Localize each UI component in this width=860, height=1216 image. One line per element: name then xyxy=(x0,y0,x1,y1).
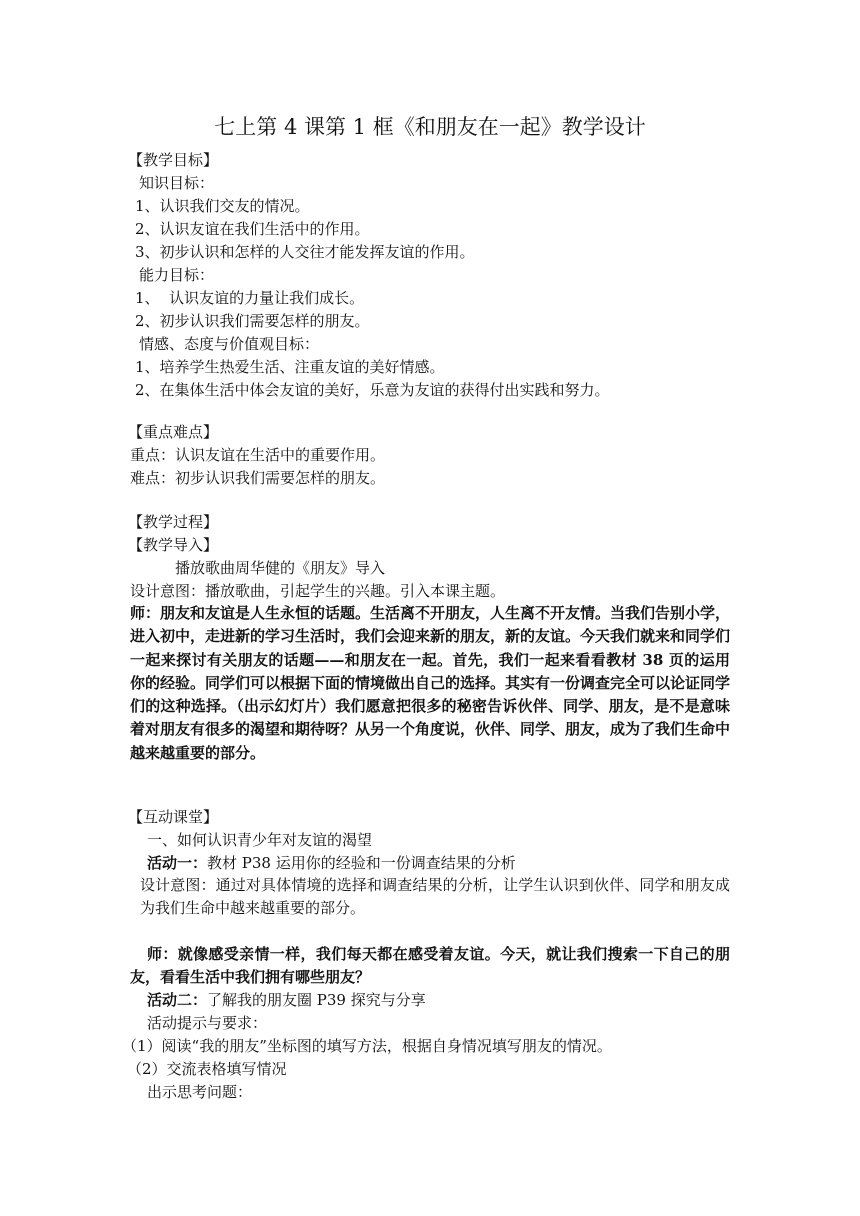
ability-label: 能力目标： xyxy=(139,266,215,284)
activity1 xyxy=(147,852,516,874)
teacher-paragraph: 师：朋友和友谊是人生永恒的话题。生活离不开朋友，人生离不开友情。当我们告别小学，进入初中，走进新的学习生活时，我们会迎来新的朋友，新的友谊。今天我们就来和同学们一起来探讨有关朋友的话题——和朋友在一起。首先，我们一起来看看教材 38 页的运用你的经验。同学们可以根据下面的情境做出自己的选择。其实有一份调查完全可以论证同学们的这种选择。（出示幻灯片）我们愿意把很多的秘密告诉伙伴、同学、朋友，是不是意味着对朋友有很多的渴望和期待呀？从另一个角度说，伙伴、同学、朋友，成为了我们生命中越来越重要的部分。 xyxy=(130,604,731,762)
hint-item: （1）阅读“我的朋友”坐标图的填写方法，根据自身情况填写朋友的情况。 xyxy=(122,1037,612,1055)
objectives-heading: 【教学目标】 xyxy=(128,151,219,169)
activity2-text: 了解我的朋友圈 P39 探究与分享 xyxy=(207,991,426,1009)
section-title: 一、如何认识青少年对友谊的渴望 xyxy=(147,831,373,849)
intro-line: 播放歌曲周华健的《朋友》导入 xyxy=(175,559,386,577)
intro-intent: 设计意图：播放歌曲，引起学生的兴趣。引入本课主题。 xyxy=(130,582,506,600)
emotion-item: 2、在集体生活中体会友谊的美好，乐意为友谊的获得付出实践和努力。 xyxy=(135,381,610,399)
activity1-label: 活动一： xyxy=(147,854,208,872)
knowledge-item: 2、认识友谊在我们生活中的作用。 xyxy=(135,220,370,238)
emotion-item: 1、培养学生热爱生活、注重友谊的美好情感。 xyxy=(135,358,445,376)
activity1-intent: 设计意图：通过对具体情境的选择和调查结果的分析，让学生认识到伙伴、同学和朋友成为我们生命中越来越重要的部分。 xyxy=(140,876,730,918)
emotion-label: 情感、态度与价值观目标： xyxy=(139,335,320,353)
keypoints-heading: 【重点难点】 xyxy=(128,423,219,441)
intro-heading: 【教学导入】 xyxy=(128,536,219,554)
ability-item: 2、初步认识我们需要怎样的朋友。 xyxy=(135,312,370,330)
knowledge-item: 1、认识我们交友的情况。 xyxy=(135,197,310,215)
document-title: 七上第 4 课第 1 框《和朋友在一起》教学设计 xyxy=(214,115,646,139)
hint-label: 活动提示与要求： xyxy=(147,1014,268,1032)
activity2-label: 活动二： xyxy=(147,991,208,1009)
process-heading: 【教学过程】 xyxy=(128,513,219,531)
knowledge-label: 知识目标： xyxy=(139,174,215,192)
questions-label: 出示思考问题： xyxy=(147,1083,253,1101)
activity1-text: 教材 P38 运用你的经验和一份调查结果的分析 xyxy=(207,854,516,872)
activity2 xyxy=(147,989,426,1011)
key-point: 重点：认识友谊在生活中的重要作用。 xyxy=(130,446,386,464)
ability-item: 1、 认识友谊的力量让我们成长。 xyxy=(135,289,365,307)
knowledge-item: 3、初步认识和怎样的人交往才能发挥友谊的作用。 xyxy=(135,243,475,261)
interactive-heading: 【互动课堂】 xyxy=(128,808,219,826)
difficult-point: 难点：初步认识我们需要怎样的朋友。 xyxy=(130,469,386,487)
teacher2-paragraph: 师：就像感受亲情一样，我们每天都在感受着友谊。今天，就让我们搜索一下自己的朋友，看看生活中我们拥有哪些朋友？ xyxy=(130,945,730,987)
hint-item: （2）交流表格填写情况 xyxy=(127,1060,287,1078)
